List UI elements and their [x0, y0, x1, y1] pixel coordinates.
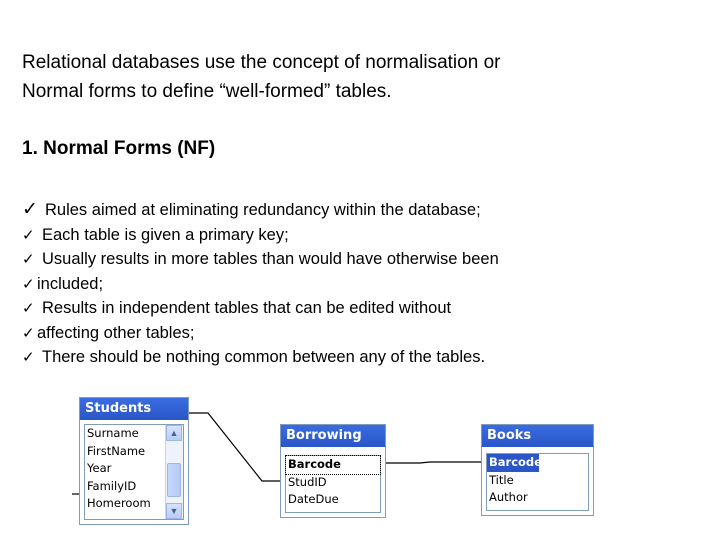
field-item[interactable]: Homeroom	[87, 496, 151, 510]
borrowing-table[interactable]	[280, 424, 386, 518]
check-icon: ✓	[22, 251, 35, 268]
field-item-key[interactable]: Barcode	[487, 454, 539, 472]
field-item[interactable]: Author	[489, 490, 528, 504]
field-item-key[interactable]: Barcode	[286, 456, 380, 474]
field-item[interactable]: Title	[489, 472, 514, 487]
bullet-text: Results in independent tables that can be edited without	[42, 299, 452, 317]
bullet-text: Rules aimed at eliminating redundancy within the database;	[45, 201, 481, 219]
bullet-text: There should be nothing common between any of the tables.	[42, 348, 486, 366]
check-icon: ✓	[22, 199, 38, 220]
scroll-up-icon[interactable]: ▲	[166, 425, 182, 441]
field-item[interactable]: FirstName	[87, 443, 146, 458]
check-icon: ✓	[22, 349, 35, 366]
field-item[interactable]: DateDue	[288, 492, 339, 506]
check-icon: ✓	[22, 300, 35, 317]
books-table-title[interactable]: Books	[482, 425, 593, 447]
intro-line-1: Relational databases use the concept of normalisation or	[22, 52, 501, 73]
check-icon: ✓	[22, 275, 35, 293]
bullet-text: Each table is given a primary key;	[42, 225, 289, 244]
books-table[interactable]	[481, 424, 594, 516]
field-item[interactable]: Surname	[87, 426, 139, 440]
students-scrollbar[interactable]	[165, 425, 183, 519]
intro-line-2: Normal forms to define “well-formed” tables.	[22, 81, 392, 102]
field-item[interactable]: StudID	[288, 474, 327, 489]
check-icon: ✓	[22, 226, 35, 244]
scroll-down-icon[interactable]: ▼	[166, 503, 182, 519]
books-field-list[interactable]	[486, 453, 589, 511]
borrowing-field-list[interactable]	[285, 455, 381, 513]
section-heading: 1. Normal Forms (NF)	[22, 138, 216, 159]
students-field-list[interactable]	[84, 424, 184, 520]
students-borrowing-link	[188, 413, 280, 481]
field-item[interactable]: Year	[87, 461, 112, 475]
borrowing-books-link	[384, 462, 484, 463]
students-table-title[interactable]: Students	[80, 398, 188, 420]
field-item[interactable]: FamilyID	[87, 478, 137, 493]
bullet-text: Usually results in more tables than would have otherwise been	[42, 250, 499, 268]
scroll-thumb[interactable]	[167, 463, 181, 497]
check-icon: ✓	[22, 324, 35, 342]
borrowing-table-title[interactable]: Borrowing	[281, 425, 385, 447]
students-table[interactable]	[79, 397, 189, 525]
bullet-text: included;	[37, 274, 104, 293]
bullet-text: affecting other tables;	[37, 323, 195, 342]
